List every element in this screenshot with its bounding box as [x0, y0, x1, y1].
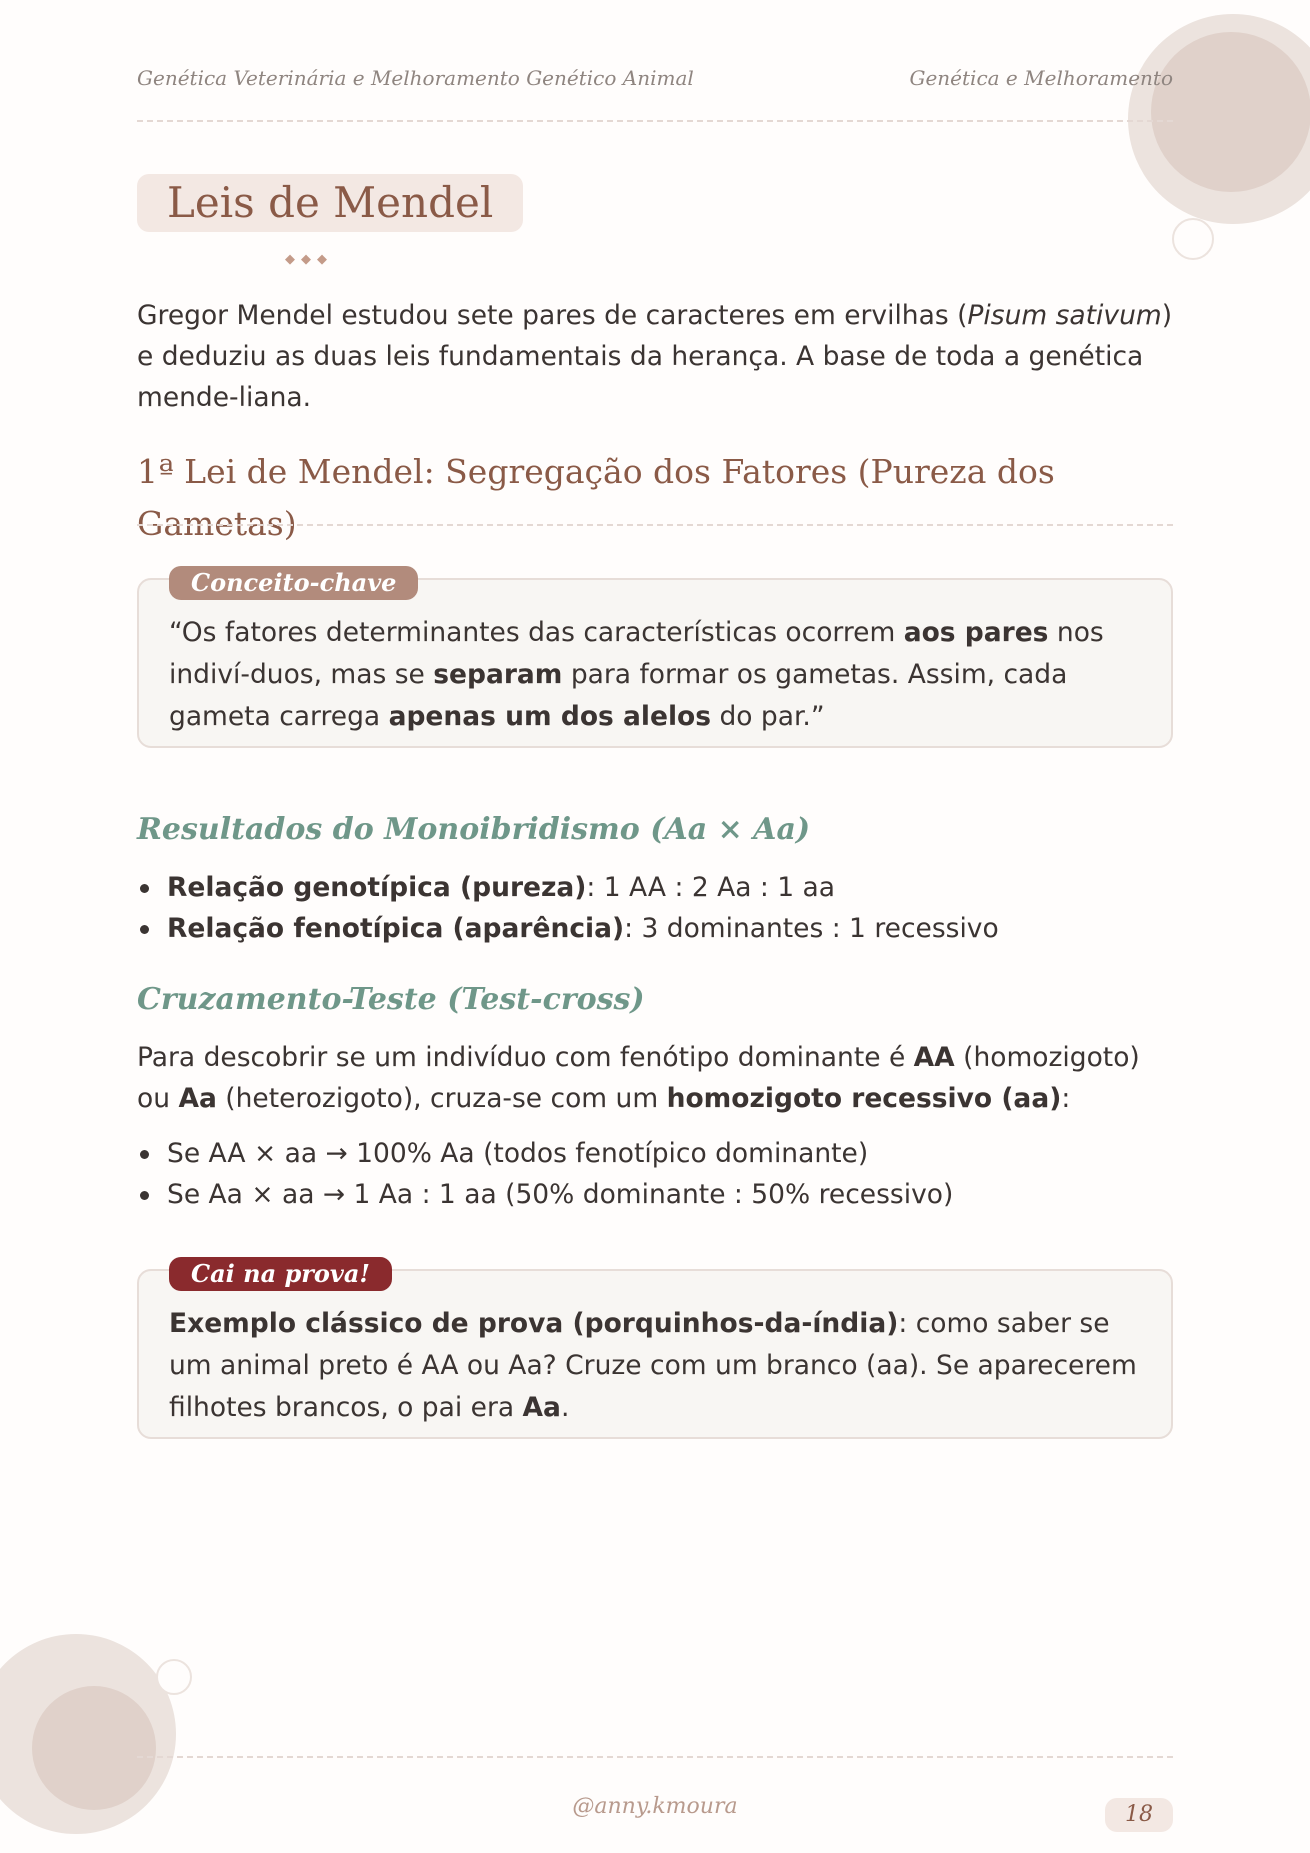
exam-bold: Aa	[522, 1392, 561, 1423]
concept-bold: apenas um dos alelos	[388, 701, 712, 732]
decorative-ring	[156, 1659, 192, 1695]
concept-text-part: do par.”	[711, 701, 825, 732]
list-item	[137, 867, 1173, 908]
list-item	[137, 908, 1173, 949]
testcross-text: Para descobrir se um indivíduo com fenótipo dominante é	[137, 1042, 914, 1073]
intro-text: ) e deduziu as duas leis fundamentais da herança. A base de toda a genética mende-liana.	[137, 300, 1173, 413]
exam-tip-box	[137, 1259, 1173, 1439]
section-heading: 1ª Lei de Mendel: Segregação dos Fatores (Pureza dos Gametas)	[137, 452, 1055, 543]
concept-text-part: “Os fatores determinantes das características ocorrem	[169, 617, 904, 648]
testcross-heading: Cruzamento-Teste (Test-cross)	[137, 982, 645, 1017]
concept-text-part: para formar os gametas. Assim, cada gameta carrega	[169, 659, 1068, 732]
species-name: Pisum sativum	[967, 300, 1162, 331]
exam-tag: Cai na prova!	[169, 1257, 392, 1291]
page-number: 18	[1105, 1798, 1173, 1832]
section-divider	[137, 524, 1173, 526]
header-book-title: Genética Veterinária e Melhoramento Genético Animal	[137, 66, 694, 90]
header-chapter-title: Genética e Melhoramento	[909, 66, 1173, 90]
exam-text-part: .	[560, 1392, 570, 1423]
list-item: Se Aa × aa → 1 Aa : 1 aa (50% dominante : 50% recessivo)	[137, 1174, 1173, 1215]
concept-text	[169, 612, 1143, 738]
exam-text	[169, 1303, 1143, 1429]
header-divider	[137, 120, 1173, 122]
testcross-text: (heterozigoto), cruza-se com um	[216, 1083, 667, 1114]
decorative-circle	[1151, 32, 1310, 192]
concept-bold: aos pares	[903, 617, 1049, 648]
testcross-list	[137, 1133, 1173, 1215]
concept-text-part: nos indiví-duos, mas se	[169, 617, 1104, 690]
concept-box	[137, 568, 1173, 748]
intro-paragraph	[137, 295, 1173, 418]
diamond-ornament-icon: ◆◆◆	[285, 252, 333, 267]
testcross-text: (homozigoto) ou	[137, 1042, 1140, 1114]
item-text: : 1 AA : 2 Aa : 1 aa	[586, 872, 836, 903]
footer-divider	[137, 1756, 1173, 1758]
item-label: Relação genotípica (pureza)	[167, 872, 587, 903]
list-item: Se AA × aa → 100% Aa (todos fenotípico dominante)	[137, 1133, 1173, 1174]
concept-bold: separam	[433, 659, 563, 690]
author-handle: @anny.kmoura	[572, 1794, 738, 1819]
intro-text: Gregor Mendel estudou sete pares de caracteres em ervilhas (	[137, 300, 968, 331]
testcross-bold: Aa	[178, 1083, 217, 1114]
item-label: Relação fenotípica (aparência)	[167, 913, 625, 944]
running-header	[137, 66, 1173, 96]
testcross-bold: homozigoto recessivo (aa)	[666, 1083, 1062, 1114]
exam-text-part: : como saber se um animal preto é AA ou Aa? Cruze com um branco (aa). Se aparecerem filhotes brancos, o pai era	[169, 1308, 1137, 1423]
page-title: Leis de Mendel	[137, 174, 523, 232]
exam-bold: Exemplo clássico de prova (porquinhos-da-índia)	[169, 1308, 899, 1339]
testcross-text: :	[1061, 1083, 1071, 1114]
monohybrid-heading: Resultados do Monoibridismo (Aa × Aa)	[137, 812, 811, 847]
decorative-circle	[32, 1686, 156, 1810]
testcross-bold: AA	[913, 1042, 955, 1073]
monohybrid-list	[137, 867, 1173, 949]
decorative-ring	[1172, 218, 1214, 260]
testcross-paragraph	[137, 1037, 1173, 1119]
concept-tag: Conceito-chave	[169, 566, 418, 600]
item-text: : 3 dominantes : 1 recessivo	[624, 913, 999, 944]
